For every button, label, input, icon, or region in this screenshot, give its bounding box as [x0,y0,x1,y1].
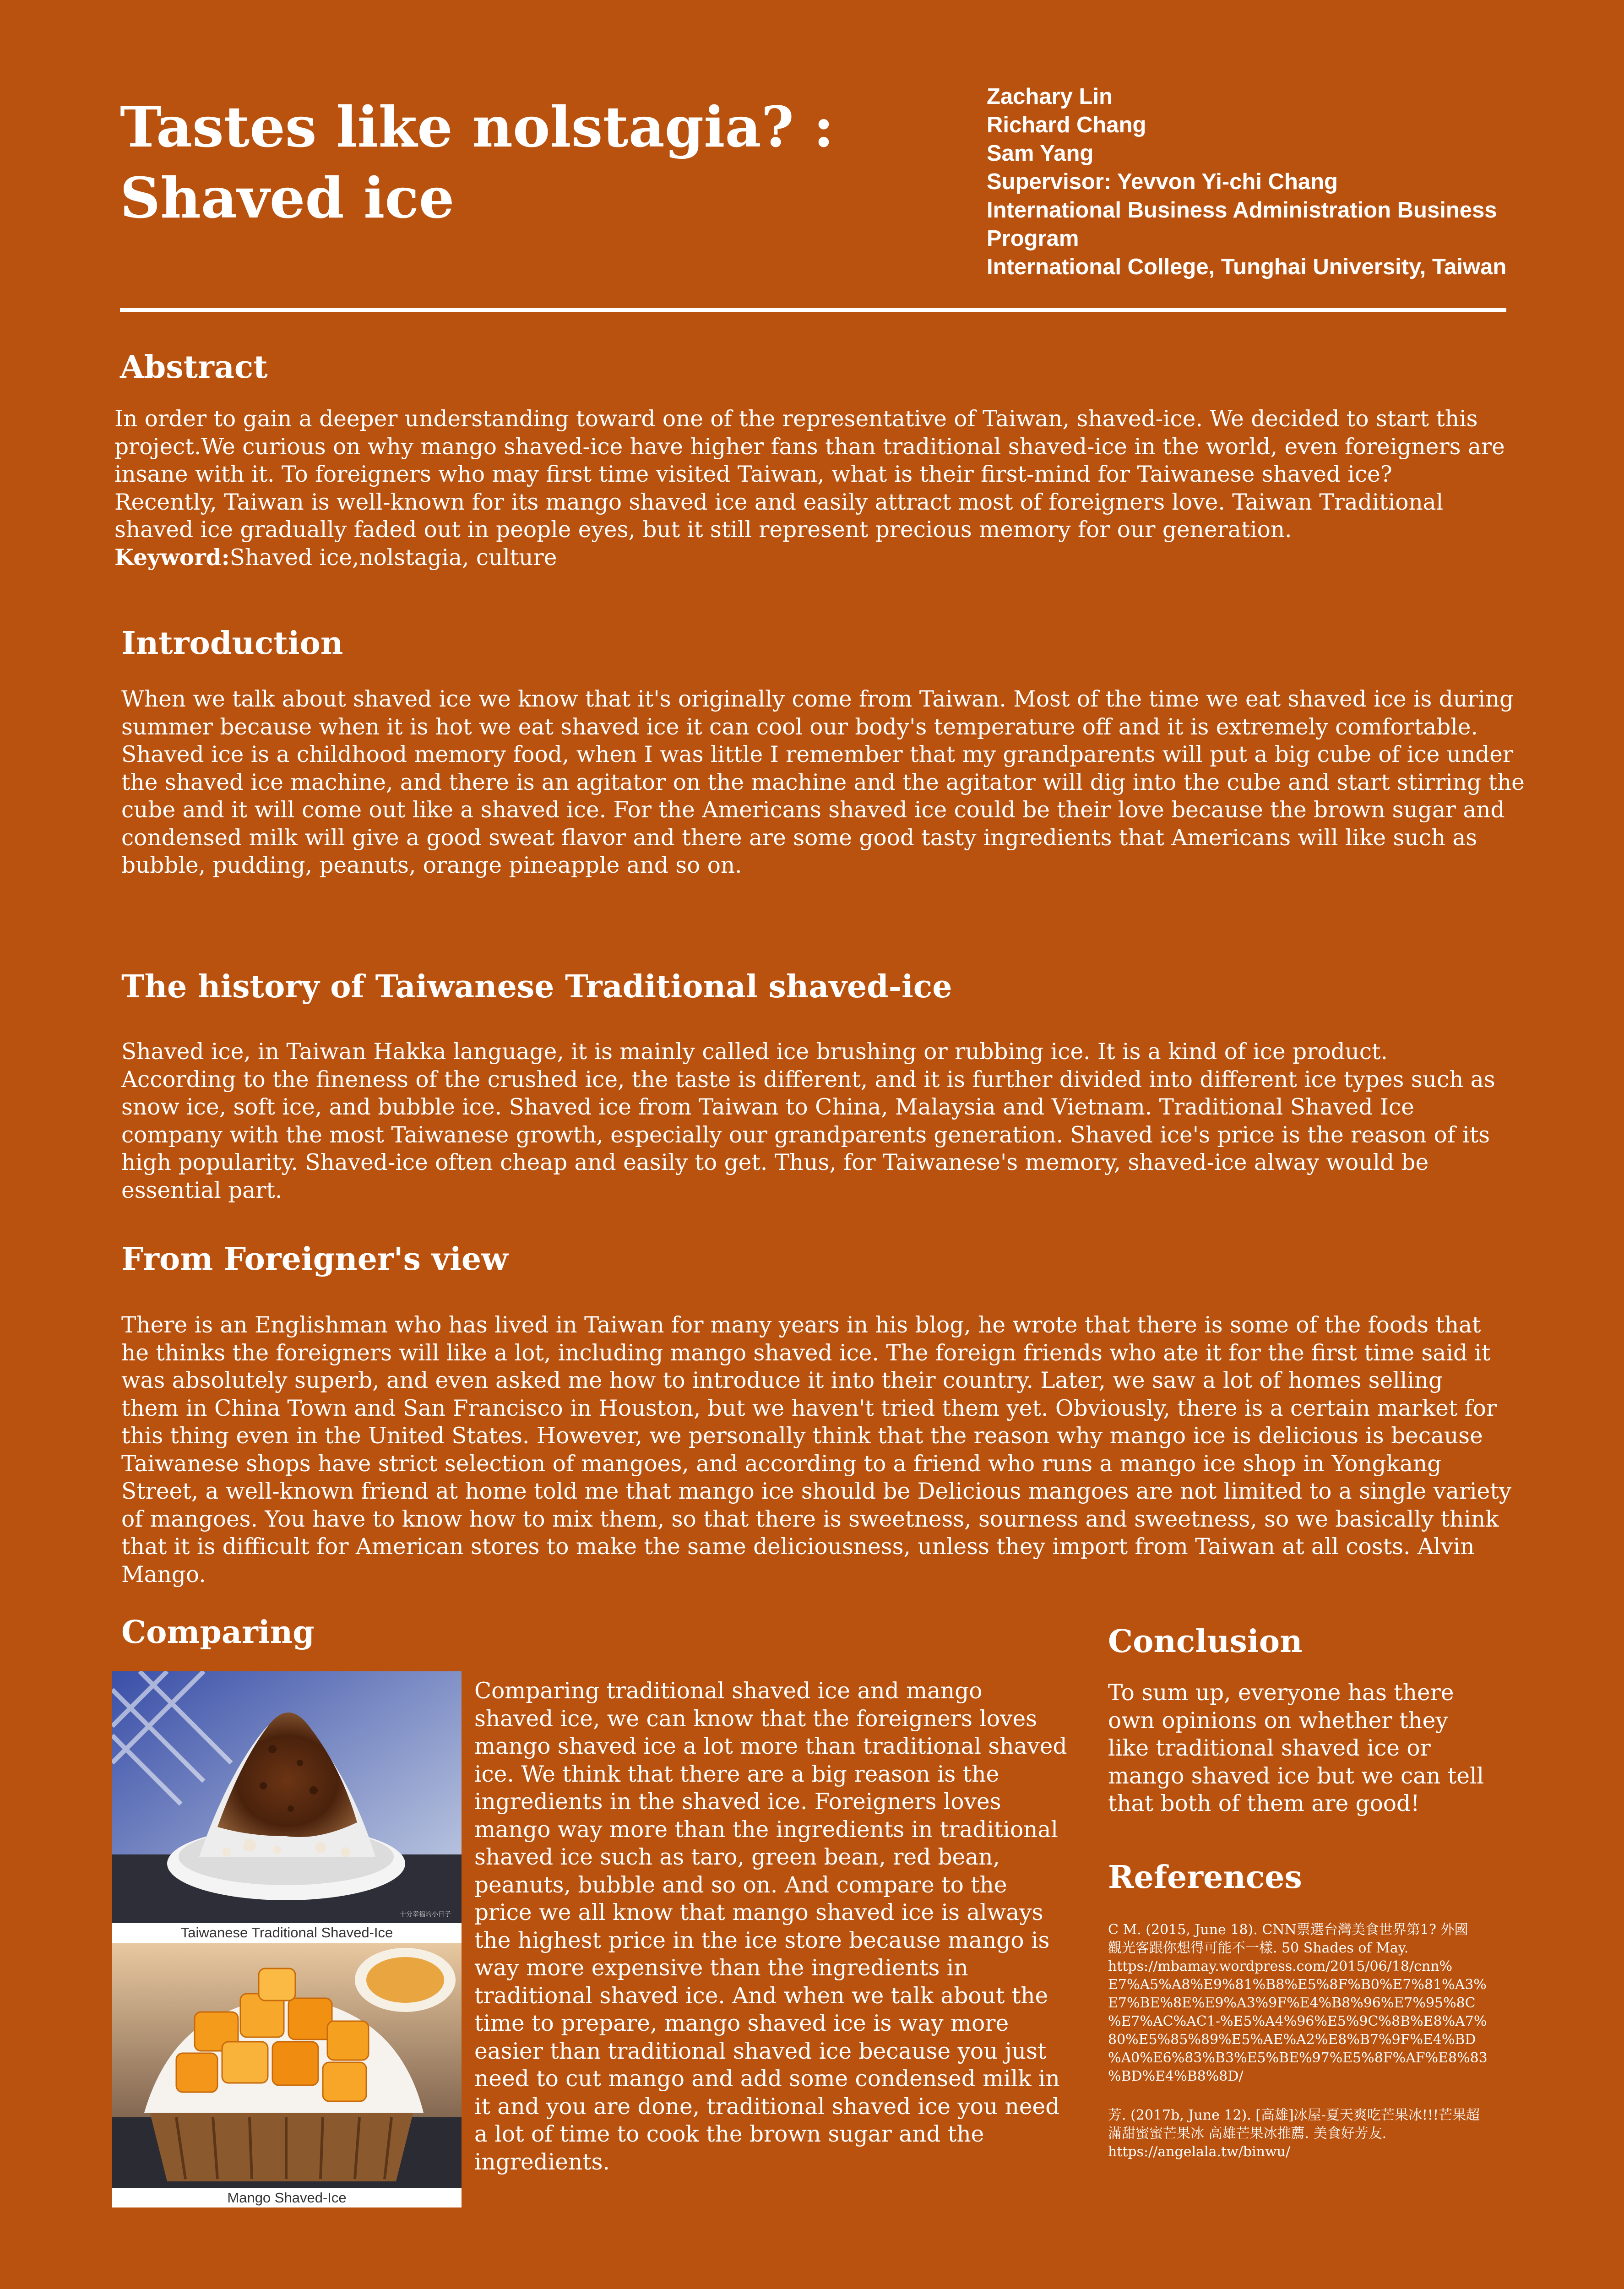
author-name: Zachary Lin [987,84,1113,109]
text-line: There is an Englishman who has lived in Taiwan for many years in his blog, he wrote that there is some of the foods that [121,1312,1481,1338]
text-line: this thing even in the United States. However, we personally think that the reason why mango ice is delicious is because [121,1423,1483,1449]
foreigner-view-heading: From Foreigner's view [121,1241,508,1278]
text-line: To sum up, everyone has there [1108,1680,1454,1706]
text-line: project.We curious on why mango shaved-ice have higher fans than traditional shaved-ice in the world, even foreigners are [114,434,1505,460]
text-line: Street, a well-known friend at home told me that mango ice should be Delicious mangoes are not limited to a single variety [121,1479,1512,1504]
references-heading: References [1108,1859,1302,1896]
abstract-body [114,405,1534,571]
conclusion-heading: Conclusion [1108,1623,1303,1660]
text-line: need to cut mango and add some condensed milk in [474,2066,1060,2092]
text-line: that it is difficult for American stores to make the same deliciousness, unless they import from Taiwan at all costs. Alvin [121,1534,1475,1560]
author-name: Richard Chang [987,113,1146,137]
reference-line: 滿甜蜜蜜芒果冰 高雄芒果冰推薦. 美食好芳友. [1108,2126,1387,2142]
text-line: own opinions on whether they [1108,1707,1448,1734]
text-line: easier than traditional shaved ice because you just [474,2038,1047,2064]
reference-line: 芳. (2017b, June 12). [高雄]冰屋-夏天爽吃芒果冰!!!芒果超 [1108,2107,1480,2123]
reference-line: 80%E5%85%89%E5%AE%A2%E8%B7%9F%E4%BD [1108,2032,1476,2048]
reference-line: %E7%AC%AC1-%E5%A4%96%E5%9C%8B%E8%A7% [1108,2013,1487,2029]
reference-line: C M. (2015, June 18). CNN票選台灣美食世界第1? 外國 [1108,1922,1468,1938]
introduction-body [121,685,1541,880]
text-line: cube and it will come out like a shaved ice. For the Americans shaved ice could be their love because the brown sugar and [121,797,1505,823]
program-line: Program [987,226,1079,251]
reference-entry-1 [1108,1921,1566,2086]
text-line: the highest price in the ice store because mango is [474,1927,1050,1953]
text-line: company with the most Taiwanese growth, especially our grandparents generation. Shaved ice's price is the reason of its [121,1122,1490,1148]
foreigner-view-body [121,1311,1541,1588]
text-line: Shaved ice, in Taiwan Hakka language, it is mainly called ice brushing or rubbing ice. It is a kind of ice product. [121,1039,1388,1065]
text-line: Taiwanese shops have strict selection of mangoes, and according to a friend who runs a mango ice shop in Yongkang [121,1451,1442,1477]
text-line: like traditional shaved ice or [1108,1735,1431,1761]
traditional-shaved-ice-photo-card [112,1671,462,1943]
reference-entry-2 [1108,2106,1566,2161]
text-line: mango way more than the ingredients in traditional [474,1816,1058,1843]
text-line: that both of them are good! [1108,1791,1420,1816]
poster-title [120,92,898,234]
author-name: Sam Yang [987,141,1094,166]
title-line-2: Shaved ice [120,165,455,231]
text-line: Comparing traditional shaved ice and mango [474,1678,983,1704]
text-line: a lot of time to cook the brown sugar and the [474,2121,984,2147]
text-line: peanuts, bubble and so on. And compare to the [474,1872,1007,1898]
history-heading: The history of Taiwanese Traditional shaved-ice [121,968,952,1005]
keyword-text: Shaved ice,nolstagia, culture [229,544,557,571]
mango-shaved-ice-image [112,1943,462,2188]
conclusion-body [1108,1679,1566,1818]
affiliation: International College, Tunghai University, Taiwan [987,255,1507,279]
text-line: Recently, Taiwan is well-known for its mango shaved ice and easily attract most of foreigners love. Taiwan Traditional [114,489,1444,515]
traditional-shaved-ice-image [112,1671,462,1923]
history-body [121,1038,1541,1204]
text-line: shaved ice, we can know that the foreigners loves [474,1706,1037,1732]
program-line: International Business Administration Business [987,198,1497,223]
text-line: Shaved ice is a childhood memory food, when I was little I remember that my grandparents will put a big cube of ice under [121,742,1514,767]
reference-line: E7%A5%A8%E9%81%B8%E5%8F%B0%E7%81%A3% [1108,1977,1487,1993]
comparing-heading: Comparing [121,1614,315,1651]
header-divider [120,308,1506,312]
text-line: Mango. [121,1561,206,1588]
reference-line: %A0%E6%83%B3%E5%BE%97%E5%8F%AF%E8%83 [1108,2050,1488,2066]
text-line: of mangoes. You have to know how to mix them, so that there is sweetness, sourness and sweetness, so we basically think [121,1506,1499,1532]
traditional-shaved-ice-caption: Taiwanese Traditional Shaved-Ice [112,1923,462,1942]
text-line: was absolutely superb, and even asked me how to introduce it into their country. Later, we saw a lot of homes selling [121,1368,1443,1393]
text-line: price we all know that mango shaved ice is always [474,1900,1043,1925]
text-line: ingredients. [474,2149,610,2175]
text-line: insane with it. To foreigners who may first time visited Taiwan, what is their first-mind for Taiwanese shaved ice? [114,462,1392,487]
text-line: it and you are done, traditional shaved ice you need [474,2093,1060,2120]
text-line: In order to gain a deeper understanding toward one of the representative of Taiwan, shaved-ice. We decided to start this [114,406,1478,432]
mango-shaved-ice-photo-card [112,1943,462,2207]
reference-line: 觀光客跟你想得可能不一樣. 50 Shades of May. [1108,1940,1409,1956]
text-line: summer because when it is hot we eat shaved ice it can cool our body's temperature off and it is extremely comfortable. [121,714,1478,740]
text-line: snow ice, soft ice, and bubble ice. Shaved ice from Taiwan to China, Malaysia and Vietnam. Traditional Shaved Ice [121,1094,1414,1120]
text-line: them in China Town and San Francisco in Houston, but we haven't tried them yet. Obviously, there is a certain market for [121,1395,1497,1421]
text-line: time to prepare, mango shaved ice is way more [474,2011,1009,2036]
text-line: traditional shaved ice. And when we talk about the [474,1983,1048,2009]
text-line: the shaved ice machine, and there is an agitator on the machine and the agitator will dig into the cube and start stirring the [121,769,1525,795]
text-line: he thinks the foreigners will like a lot, including mango shaved ice. The foreign friends who ate it for the first time said it [121,1340,1491,1366]
text-line: condensed milk will give a good sweat flavor and there are some good tasty ingredients that Americans will like such as [121,825,1477,851]
text-line: When we talk about shaved ice we know that it's originally come from Taiwan. Most of the time we eat shaved ice is during [121,686,1514,712]
author-block [987,82,1609,281]
text-line: ingredients in the shaved ice. Foreigners loves [474,1789,1001,1815]
supervisor: Supervisor: Yevvon Yi-chi Chang [987,169,1338,194]
text-line: bubble, pudding, peanuts, orange pineapple and so on. [121,853,742,878]
photo-watermark: 十分幸福的小日子 [400,1911,451,1918]
text-line: ice. We think that there are a big reason is the [474,1761,999,1787]
reference-line: https://angelala.tw/binwu/ [1108,2144,1291,2160]
text-line: mango shaved ice but we can tell [1108,1763,1484,1789]
text-line: high popularity. Shaved-ice often cheap and easily to get. Thus, for Taiwanese's memory, shaved-ice alway would be [121,1150,1429,1175]
text-line: shaved ice gradually faded out in people eyes, but it still represent precious memory for our generation. [114,517,1292,543]
text-line: shaved ice such as taro, green bean, red bean, [474,1844,1000,1870]
text-line: essential part. [121,1177,282,1203]
text-line: way more expensive than the ingredients in [474,1955,968,1981]
text-line: According to the fineness of the crushed ice, the taste is different, and it is further divided into different ice types such as [121,1066,1495,1093]
reference-line: %BD%E4%B8%8D/ [1108,2068,1244,2084]
keyword-label: Keyword: [114,544,230,571]
reference-line: E7%BE%8E%E9%A3%9F%E4%B8%96%E7%95%8C [1108,1995,1476,2011]
comparing-body [474,1677,1083,2176]
reference-line: https://mbamay.wordpress.com/2015/06/18/cnn% [1108,1958,1453,1974]
keyword-line [114,544,1534,572]
abstract-heading: Abstract [120,349,268,386]
text-line: mango shaved ice a lot more than traditional shaved [474,1734,1067,1759]
mango-shaved-ice-caption: Mango Shaved-Ice [112,2188,462,2207]
introduction-heading: Introduction [121,625,343,662]
title-line-1: Tastes like nolstagia? : [120,94,834,160]
